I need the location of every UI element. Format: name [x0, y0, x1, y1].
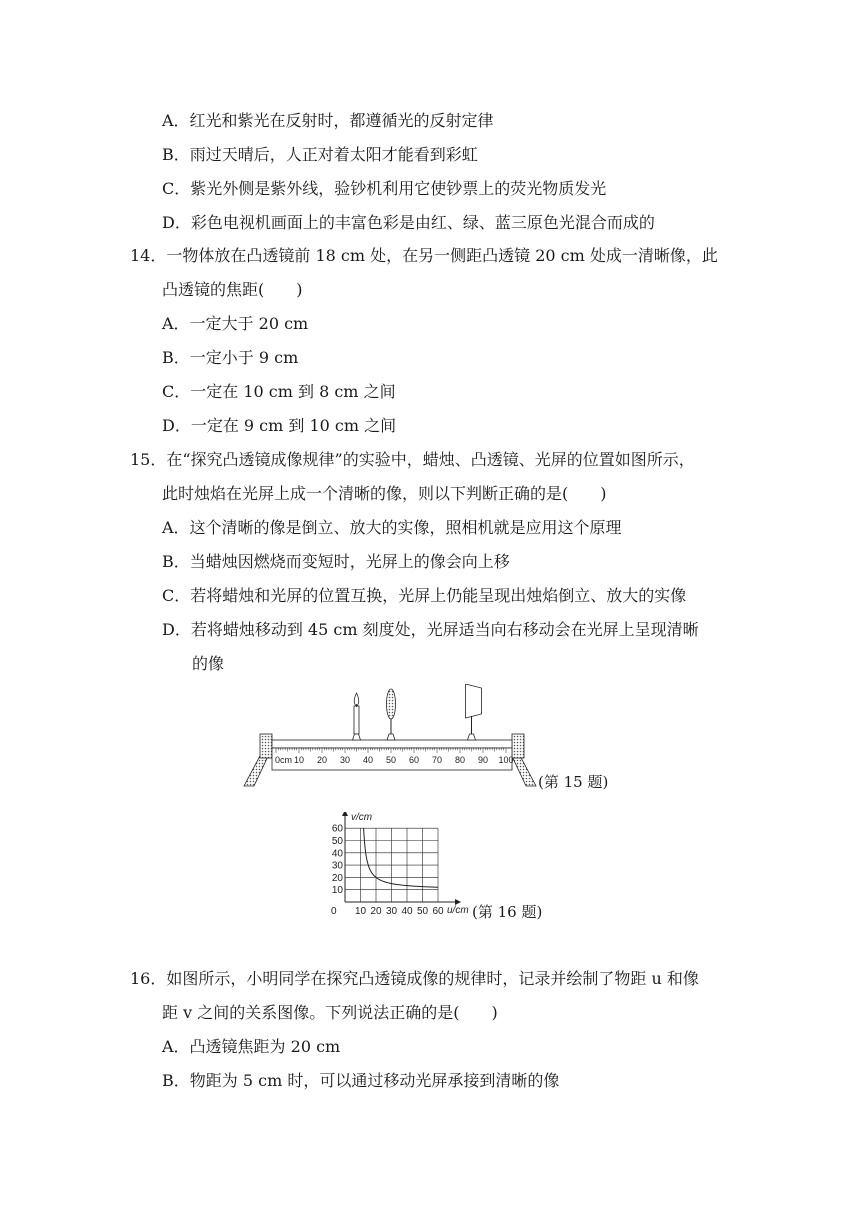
y-tick-label: 10: [331, 885, 343, 897]
q16-option-b: B．物距为 5 cm 时，可以通过移动光屏承接到清晰的像: [162, 1071, 560, 1090]
ruler-label: 0cm: [275, 755, 293, 765]
q15-option-a: A．这个清晰的像是倒立、放大的实像，照相机就是应用这个原理: [162, 518, 622, 537]
q15-option-b: B．当蜡烛因燃烧而变短时，光屏上的像会向上移: [162, 552, 510, 571]
figure-16-caption: (第 16 题): [472, 903, 543, 921]
q14-stem-line2: 凸透镜的焦距( ): [162, 280, 303, 299]
y-tick-label: 20: [331, 872, 343, 884]
x-axis-label: u/cm: [447, 905, 469, 916]
figure-15-caption: (第 15 题): [538, 773, 609, 791]
x-tick-label: 50: [416, 906, 429, 917]
q13-option-a: A．红光和紫光在反射时，都遵循光的反射定律: [162, 111, 494, 130]
q15-stem-line1: 15．在“探究凸透镜成像规律”的实验中，蜡烛、凸透镜、光屏的位置如图所示，: [130, 450, 695, 469]
ruler-label: 50: [385, 755, 397, 765]
y-tick-label: 40: [331, 848, 343, 860]
q13-option-b: B．雨过天晴后，人正对着太阳才能看到彩虹: [162, 145, 478, 164]
y-tick-labels: [332, 824, 344, 897]
bench-left-end: [260, 734, 272, 758]
q14-option-b: B．一定小于 9 cm: [162, 348, 299, 367]
optical-bench-figure: [240, 684, 540, 794]
x-tick-label: 30: [385, 906, 398, 917]
ruler-label: 60: [408, 755, 420, 765]
q15-stem-line2: 此时烛焰在光屏上成一个清晰的像，则以下判断正确的是( ): [162, 484, 607, 503]
q14-option-a: A．一定大于 20 cm: [162, 314, 309, 333]
ruler-label: 20: [316, 755, 328, 765]
q15-option-d-cont: 的像: [192, 654, 225, 673]
ruler-label: 100: [498, 755, 514, 765]
q13-option-d: D．彩色电视机画面上的丰富色彩是由红、绿、蓝三原色光混合而成的: [162, 213, 655, 232]
y-axis-label: v/cm: [351, 812, 373, 823]
ruler-label: 10: [293, 755, 305, 765]
q16-option-a: A．凸透镜焦距为 20 cm: [162, 1037, 341, 1056]
q15-option-d: D．若将蜡烛移动到 45 cm 刻度处，光屏适当向右移动会在光屏上呈现清晰: [162, 620, 699, 639]
y-axis-arrow: [342, 812, 348, 816]
graph-grid: [345, 828, 438, 902]
y-tick-label: 60: [331, 823, 343, 835]
q16-stem-line2: 距 v 之间的关系图像。下列说法正确的是( ): [162, 1003, 498, 1022]
x-tick-label: 0: [331, 906, 337, 917]
x-tick-labels: [331, 906, 444, 917]
ruler-label: 40: [362, 755, 374, 765]
y-tick-label: 50: [331, 836, 343, 847]
q15-option-c: C．若将蜡烛和光屏的位置互换，光屏上仍能呈现出烛焰倒立、放大的实像: [162, 586, 687, 605]
v-u-graph: [305, 812, 475, 924]
v-u-curve: [364, 828, 438, 887]
x-tick-label: 40: [401, 906, 413, 917]
x-tick-label: 20: [370, 906, 382, 917]
q13-option-c: C．紫光外侧是紫外线，验钞机利用它使钞票上的荧光物质发光: [162, 179, 607, 198]
bench-right-end: [512, 734, 524, 758]
y-tick-label: 30: [331, 860, 343, 872]
q14-stem-line1: 14．一物体放在凸透镜前 18 cm 处，在另一侧距凸透镜 20 cm 处成一清晰像，此: [130, 246, 718, 265]
q16-stem-line1: 16．如图所示，小明同学在探究凸透镜成像的规律时，记录并绘制了物距 u 和像: [130, 969, 699, 988]
light-screen-icon: [466, 684, 482, 740]
bench-rail: [272, 740, 512, 748]
q14-option-c: C．一定在 10 cm 到 8 cm 之间: [162, 382, 396, 401]
ruler-label: 70: [431, 755, 443, 765]
ruler-label: 80: [454, 755, 466, 765]
ruler-label: 30: [339, 755, 351, 765]
candle-icon: [353, 693, 361, 740]
ruler-label: 90: [477, 755, 489, 765]
x-tick-label: 10: [354, 906, 367, 917]
q14-option-d: D．一定在 9 cm 到 10 cm 之间: [162, 416, 397, 435]
x-tick-label: 60: [432, 906, 444, 917]
convex-lens-icon: [387, 689, 396, 740]
